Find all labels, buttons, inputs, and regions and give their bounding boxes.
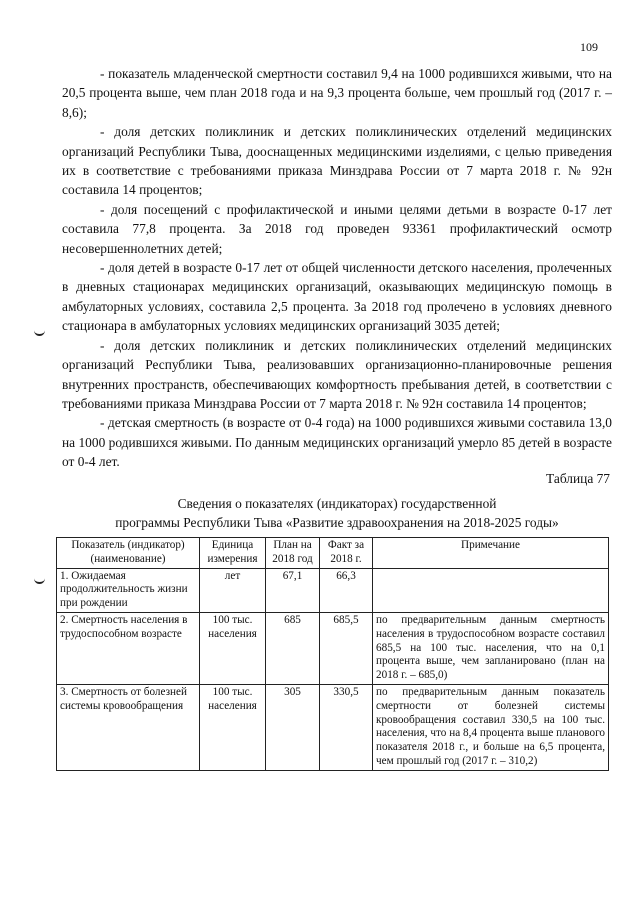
indicators-table (56, 537, 609, 771)
header-unit: Единица измерения (200, 538, 266, 569)
paragraph-clinic-planning: - доля детских поликлиник и детских поликлинических отделений медицинских организаций Республики Тыва, реализовавших организационно-планировочные решения внутренних пространств, обеспечивающих комфортность пребывания детей, в соответствии с требованиями приказа Минздрава России от 7 марта 2018 г. № 92н составила 14 процентов; (62, 337, 612, 411)
cell-note (373, 568, 609, 612)
paragraph-child-mortality: - детская смертность (в возрасте от 0-4 года) на 1000 родившихся живыми составила 13,0 на 1000 родившихся живыми. По данным медицинских организаций умерло 85 детей в возрасте от 0-4 лет. (62, 415, 612, 470)
header-fact: Факт за 2018 г. (320, 538, 373, 569)
header-indicator: Показатель (индикатор) (наименование) (57, 538, 200, 569)
table-row (57, 568, 609, 612)
header-plan: План на 2018 год (266, 538, 320, 569)
table-header-row (57, 538, 609, 569)
paragraph-day-hospital: - доля детей в возрасте 0-17 лет от общей численности детского населения, пролеченных в дневных стационарах медицинских организаций, оказывающих медицинскую помощь в амбулаторных условиях, составила 2,5 процента. За 2018 год пролечено в условиях дневного стационара в амбулаторных условиях медицинских организаций 3035 детей; (62, 260, 612, 334)
margin-mark (34, 578, 45, 584)
cell-unit: 100 тыс. населения (200, 612, 266, 684)
cell-note: по предварительным данным показатель смертности от болезней системы кровообращения составил 330,5 на 100 тыс. населения, что на 8,4 процента выше планового показателя 2018 г., и больше на 6,5 процента, чем прошлый год (2017 г. – 310,2) (373, 684, 609, 770)
margin-mark (34, 330, 45, 336)
table-row (57, 684, 609, 770)
cell-fact: 685,5 (320, 612, 373, 684)
cell-indicator: 3. Смертность от болезней системы кровообращения (57, 684, 200, 770)
table-row (57, 612, 609, 684)
header-note: Примечание (373, 538, 609, 569)
cell-unit: 100 тыс. населения (200, 684, 266, 770)
cell-unit: лет (200, 568, 266, 612)
cell-plan: 305 (266, 684, 320, 770)
table-title (62, 494, 612, 532)
table-title-line-1: Сведения о показателях (индикаторах) государственной (177, 496, 497, 511)
paragraph-preventive-visits: - доля посещений с профилактической и иными целями детьми в возрасте 0-17 лет составила 77,8 процента. За 2018 год проведен 93361 профилактический осмотр несовершеннолетних детей; (62, 201, 612, 256)
paragraph-equipped-clinics: - доля детских поликлиник и детских поликлинических отделений медицинских организаций Республики Тыва, дооснащенных медицинскими изделиями, с целью приведения их в соответствие с требованиями приказа Минздрава России от 7 марта 2018 г. № 92н составила 14 процентов; (62, 124, 612, 198)
cell-plan: 67,1 (266, 568, 320, 612)
cell-indicator: 1. Ожидаемая продолжительность жизни при рождении (57, 568, 200, 612)
cell-fact: 330,5 (320, 684, 373, 770)
cell-fact: 66,3 (320, 568, 373, 612)
page-number: 109 (580, 40, 598, 54)
cell-indicator: 2. Смертность населения в трудоспособном возрасте (57, 612, 200, 684)
table-title-line-2: программы Республики Тыва «Развитие здравоохранения на 2018-2025 годы» (115, 515, 559, 530)
body-text (62, 64, 612, 472)
table-label: Таблица 77 (546, 471, 610, 486)
paragraph-infant-mortality: - показатель младенческой смертности составил 9,4 на 1000 родившихся живыми, что на 20,5 процента выше, чем план 2018 года и на 9,3 процента больше, чем прошлый год (2017 г. – 8,6); (62, 66, 612, 120)
cell-note: по предварительным данным смертность населения в трудоспособном возрасте составил 685,5 на 100 тыс. населения, что на 0,1 процента выше, чем запланировано (план на 2018 г. – 685,0) (373, 612, 609, 684)
cell-plan: 685 (266, 612, 320, 684)
